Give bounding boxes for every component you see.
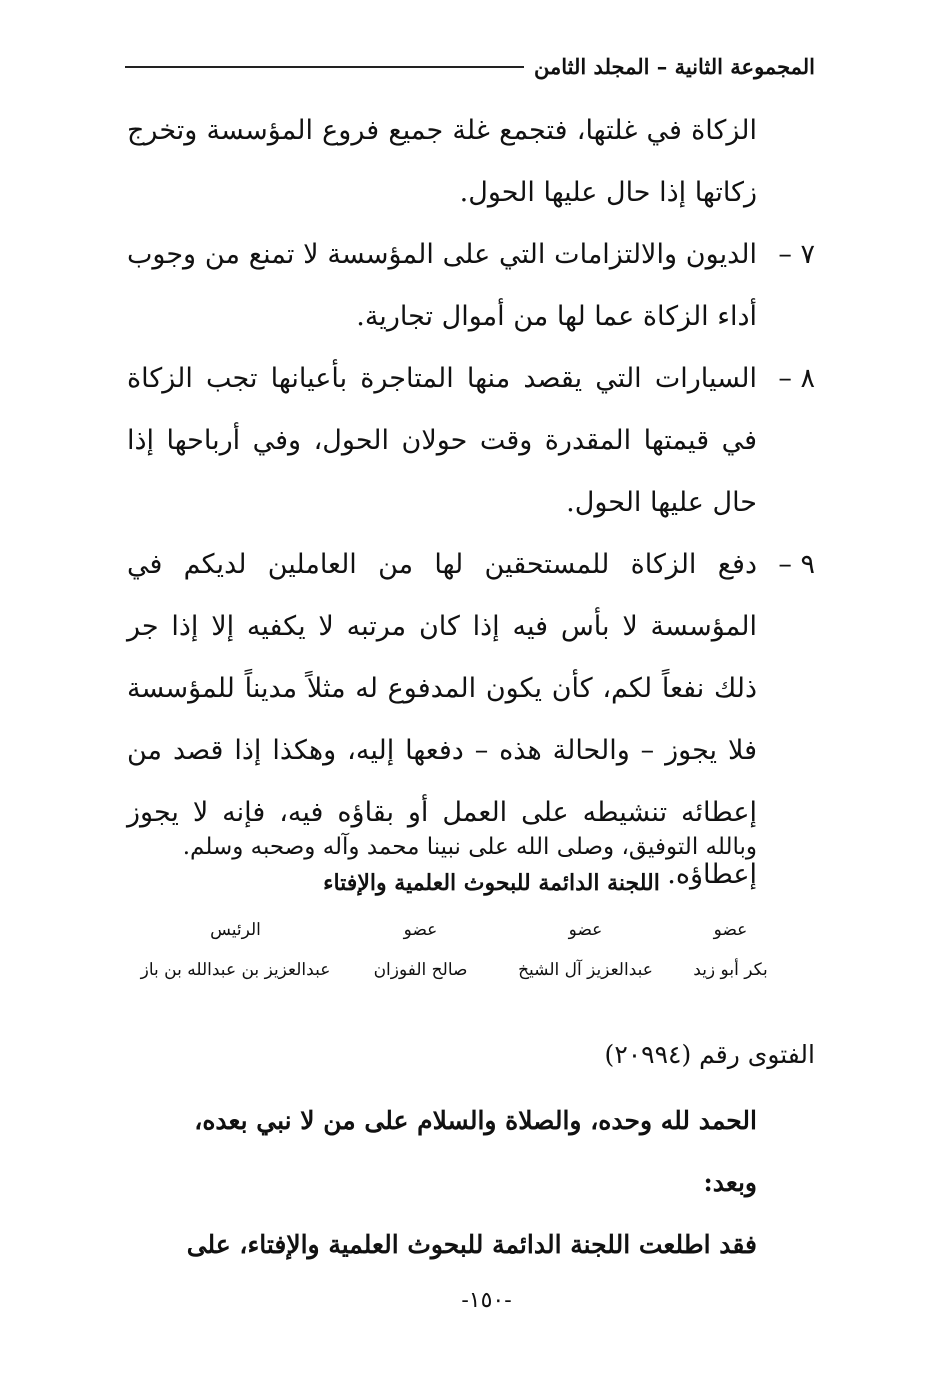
list-item-7 xyxy=(127,224,815,348)
signatory-name: عبدالعزيز بن عبدالله بن باز xyxy=(140,960,331,980)
main-text xyxy=(127,100,815,906)
signatory-role: عضو xyxy=(568,920,603,940)
list-item-text: الديون والالتزامات التي على المؤسسة لا تمنع من وجوب أداء الزكاة عما لها من أموال تجارية. xyxy=(127,239,757,332)
list-item-text: دفع الزكاة للمستحقين لها من العاملين لديكم في المؤسسة لا بأس فيه إذا كان مرتبه لا يكفيه إلا إذا جر ذلك نفعاً لكم، كأن يكون المدفوع له مثلاً مديناً للمؤسسة فلا يجوز – والحالة هذه – دفعها إليه، وهكذا إذا قصد من إعطائه تنشيطه على العمل أو بقاؤه فيه، فإنه لا يجوز إعطاؤه. xyxy=(127,549,757,890)
opening-line: الحمد لله وحده، والصلاة والسلام على من لا نبي بعده، xyxy=(194,1106,757,1135)
page-number: -١٥٠- xyxy=(461,1288,512,1313)
signatory-role: عضو xyxy=(403,920,438,940)
continuation-paragraph: الزكاة في غلتها، فتجمع غلة جميع فروع المؤسسة وتخرج زكاتها إذا حال عليها الحول. xyxy=(127,115,757,208)
list-item-8 xyxy=(127,348,815,534)
opening-line: وبعد: xyxy=(703,1168,757,1197)
committee-name: اللجنة الدائمة للبحوث العلمية والإفتاء xyxy=(323,870,660,896)
closing-line: وبالله التوفيق، وصلى الله على نبينا محمد وآله وصحبه وسلم. xyxy=(182,834,757,860)
list-item-number: ٨ – xyxy=(778,363,815,394)
fatwa-opening xyxy=(127,1090,815,1276)
signatory-role: عضو xyxy=(713,920,748,940)
opening-line: فقد اطلعت اللجنة الدائمة للبحوث العلمية والإفتاء، على xyxy=(186,1230,757,1259)
list-item-number: ٩ – xyxy=(778,549,815,580)
list-item-text: السيارات التي يقصد منها المتاجرة بأعيانها تجب الزكاة في قيمتها المقدرة وقت حولان الحول، وفي أرباحها إذا حال عليها الحول. xyxy=(127,363,757,518)
signatory-name: عبدالعزيز آل الشيخ xyxy=(518,960,653,980)
header-title: المجموعة الثانية – المجلد الثامن xyxy=(534,54,815,79)
signatory-roles xyxy=(133,920,793,940)
signatory-names xyxy=(133,960,793,980)
signatory-name: صالح الفوزان xyxy=(373,960,468,980)
running-header xyxy=(125,54,815,79)
signatory-role: الرئيس xyxy=(210,920,261,940)
signatory-name: بكر أبو زيد xyxy=(693,960,768,980)
list-item-number: ٧ – xyxy=(778,239,815,270)
fatwa-number: الفتوى رقم (٢٠٩٩٤) xyxy=(604,1040,815,1069)
header-rule xyxy=(125,66,524,68)
